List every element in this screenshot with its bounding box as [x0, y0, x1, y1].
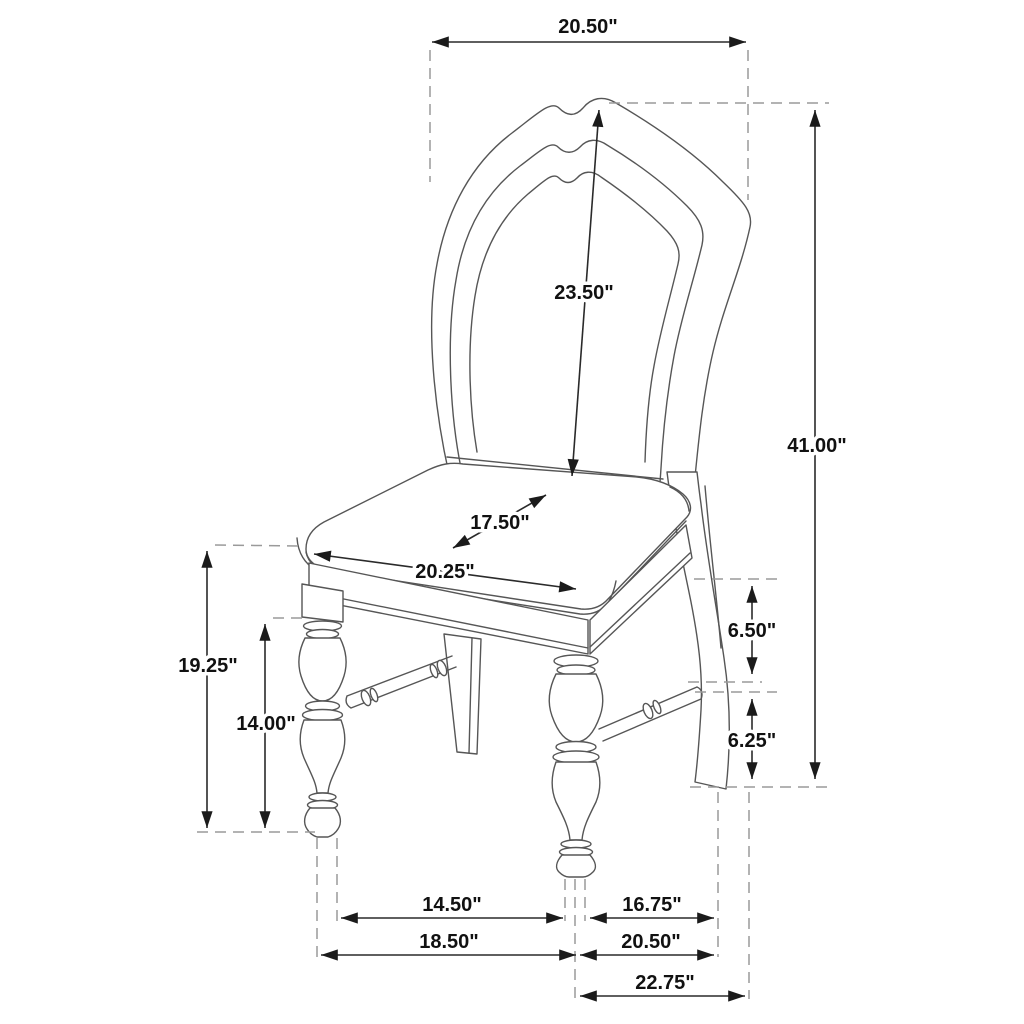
chair-line-art [297, 98, 751, 877]
dim-label-seat-depth: 17.50" [470, 512, 530, 534]
dim-label-overall-height: 41.00" [787, 435, 847, 457]
dim-label-overall-depth: 22.75" [635, 972, 695, 994]
rear-left-leg [444, 634, 481, 754]
dim-label-seat-to-stretcher: 6.50" [727, 620, 777, 642]
front-left-leg-vase [300, 720, 345, 793]
front-right-leg [549, 655, 603, 877]
dim-label-seat-width: 20.25" [415, 561, 475, 583]
front-left-leg-block [302, 584, 343, 622]
dim-label-base-depth: 20.50" [621, 931, 681, 953]
front-right-leg-foot [557, 855, 596, 877]
front-right-leg-vase [552, 762, 600, 840]
dim-label-floor-to-seat: 19.25" [178, 655, 238, 677]
dim-label-base-width: 18.50" [419, 931, 479, 953]
dim-label-backrest-diagonal: 23.50" [554, 282, 614, 304]
dim-label-side-feet-span: 16.75" [622, 894, 682, 916]
dim-label-front-feet-span: 14.50" [422, 894, 482, 916]
dim-label-stretcher-to-floor: 6.25" [727, 730, 777, 752]
front-left-leg-bulb [299, 638, 346, 701]
front-right-leg-bulb [549, 674, 603, 742]
chair-back-outer-frame [432, 98, 751, 525]
dim-label-front-leg-height: 14.00" [236, 713, 296, 735]
leg-ring [307, 630, 339, 639]
front-left-leg [299, 584, 346, 837]
dim-label-top-back-width: 20.50" [558, 16, 618, 38]
extension-line [215, 545, 300, 546]
leg-ring [553, 751, 599, 763]
leg-ring [303, 710, 343, 721]
